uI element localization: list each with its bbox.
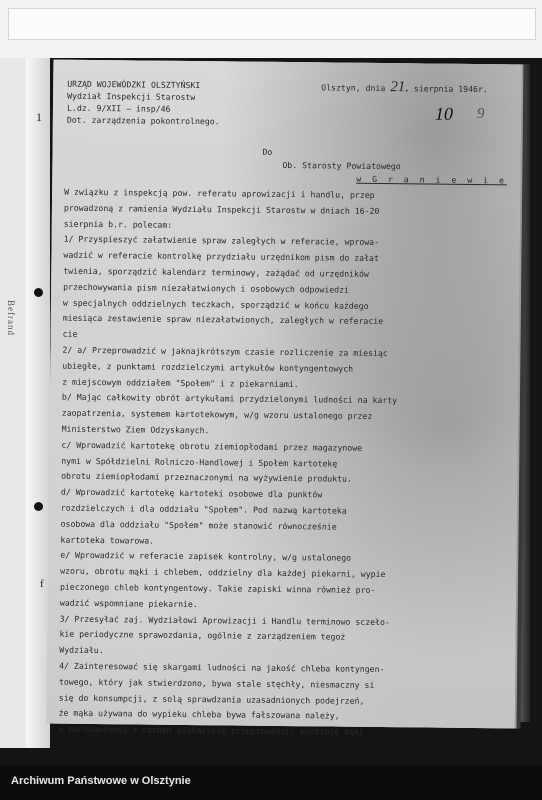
- punch-hole-icon: [34, 288, 43, 297]
- reference-number: L.dz. 9/XII — insp/46: [66, 102, 171, 114]
- body-line: 3/ Przesyłać zaj. Wydziałowi Aprowizacji i Handlu terminowo sczeło-: [59, 613, 390, 627]
- recipient-city: w G r a n i e w i e: [356, 173, 507, 186]
- margin-mark-bottom: f: [40, 578, 44, 590]
- body-line: wzoru, obrotu mąki i chlebem, oddzielny dla każdej piekarni, wypie: [60, 565, 386, 580]
- body-line: w porozumieniu z cechem piekarskim przeprowadzić kontrolę mąki: [58, 723, 365, 737]
- body-line: nymi w Spółdzielni Rolniczo-Handlowej i Społem kartotekę: [61, 455, 338, 469]
- body-line: pieczonego chleb kontyngentowy. Takie zapiski winna również pro-: [59, 581, 376, 595]
- date-day: 21.: [390, 79, 410, 96]
- punch-hole-icon: [34, 502, 43, 511]
- body-line: twienia, sporządzić kalendarz terminowy, zażądać od urzędników: [63, 265, 369, 279]
- body-line: 1/ Przyspieszyć załatwienie spraw zaległych w referacie, wprowa-: [63, 234, 380, 248]
- body-line: b/ Mając całkowity obrót artykułami przydzielonymi ludności na karty: [61, 392, 398, 406]
- body-line: Ministerstwo Ziem Odzyskanych.: [61, 423, 210, 436]
- body-line: cie: [62, 328, 78, 340]
- office-line-2: Wydział Inspekcji Starostw: [67, 90, 196, 103]
- body-line: Wydziału.: [59, 644, 104, 656]
- place-date: [321, 80, 488, 95]
- letter-body: [58, 186, 514, 744]
- recipient-line: Ob. Starosty Powiatowego: [282, 159, 401, 172]
- body-line: że mąka używana do wypieku chleba bywa fałszowana należy,: [58, 707, 340, 721]
- body-line: rozdzielczych i dla oddziału "Społem". Pod nazwą kartoteka: [60, 502, 347, 516]
- body-line: wadzić w referacie kontrolkę przydziału urzędnikom pism do załat: [63, 249, 379, 264]
- archive-label: Archiwum Państwowe w Olsztynie: [11, 775, 191, 787]
- body-line: e/ Wprowadzić w referacie zapisek kontrolny, w/g ustalonego: [60, 549, 352, 564]
- letterhead: [67, 78, 297, 128]
- scanner-band: [8, 8, 536, 40]
- recipient-do: Do: [262, 146, 273, 157]
- document-page: [47, 60, 522, 737]
- binding-strip: [0, 58, 50, 748]
- office-line-1: URZĄD WOJEWÓDZKI OLSZTYŃSKI: [67, 78, 201, 91]
- body-line: kie periodyczne sprawozdania, ogólnie z zarządzeniem tegoż: [59, 628, 346, 642]
- body-line: W związku z inspekcją pow. referatu aprowizacji i handlu, przep: [64, 186, 375, 200]
- handwritten-sub: 9: [476, 106, 485, 123]
- body-line: osobowa dla oddziału "Społem" może stanowić równocześnie: [60, 518, 337, 532]
- scanner-top-strip: [0, 0, 542, 58]
- body-line: prowadzoną z ramienia Wydziału Inspekcji Starostw w dniach 16-20: [63, 202, 380, 216]
- body-line: towego, który jak stwierdzono, bywa stale stęchły, niesmaczny si: [58, 676, 375, 690]
- body-line: c/ Wprowadzić kartotekę obrotu ziemiopłodami przez magazynowe: [61, 439, 363, 453]
- date-rest: sierpnia 1946r.: [413, 83, 488, 95]
- place-prefix: Olsztyn, dnia: [321, 82, 386, 94]
- body-line: przechowywania pism niezałatwionych i osobowych odpowiedzi: [63, 281, 350, 295]
- body-line: ubiegłe, z punktami rozdzielczymi artykułów kontyngentowych: [62, 360, 354, 374]
- archive-footer: [0, 765, 542, 800]
- body-line: w specjalnych oddzielnych teczkach, sporządzić w końcu każdego: [62, 297, 369, 311]
- handwritten-number: 10: [434, 103, 454, 124]
- side-stamp: Befrand: [6, 300, 16, 336]
- body-line: wadzić wspomniane piekarnie.: [59, 597, 198, 609]
- body-line: zaopatrzenia, systemem kartotekowym, w/g wzoru ustalonego przez: [61, 407, 373, 422]
- body-line: miesiąca zestawienie spraw niezałatwionych, zaległych w referacie: [62, 313, 384, 327]
- body-line: się do konsumpcji, z solą sprawdzania uzasadnionych podejrzeń,: [58, 692, 365, 706]
- margin-mark-top: 1: [36, 110, 42, 124]
- body-line: kartoteka towarowa.: [60, 534, 155, 546]
- body-line: 4/ Zainteresować się skargami ludności na jakość chleba kontyngen-: [59, 660, 385, 674]
- body-line: 2/ a/ Przeprowadzić w jaknajkrótszym czasie rozliczenie za miesiąc: [62, 344, 388, 359]
- body-line: obrotu ziemiopłodami przeznaczonymi na wyżywienie produktu.: [61, 471, 353, 485]
- subject-line: Dot. zarządzenia pokontrolnego.: [66, 114, 220, 127]
- body-line: z miejscowym oddziałem "Społem" i z piekarniami.: [62, 376, 299, 389]
- body-line: sierpnia b.r. polecam:: [63, 218, 173, 230]
- body-line: d/ Wprowadzić kartotekę kartoteki osobowe dla punktów: [60, 486, 323, 500]
